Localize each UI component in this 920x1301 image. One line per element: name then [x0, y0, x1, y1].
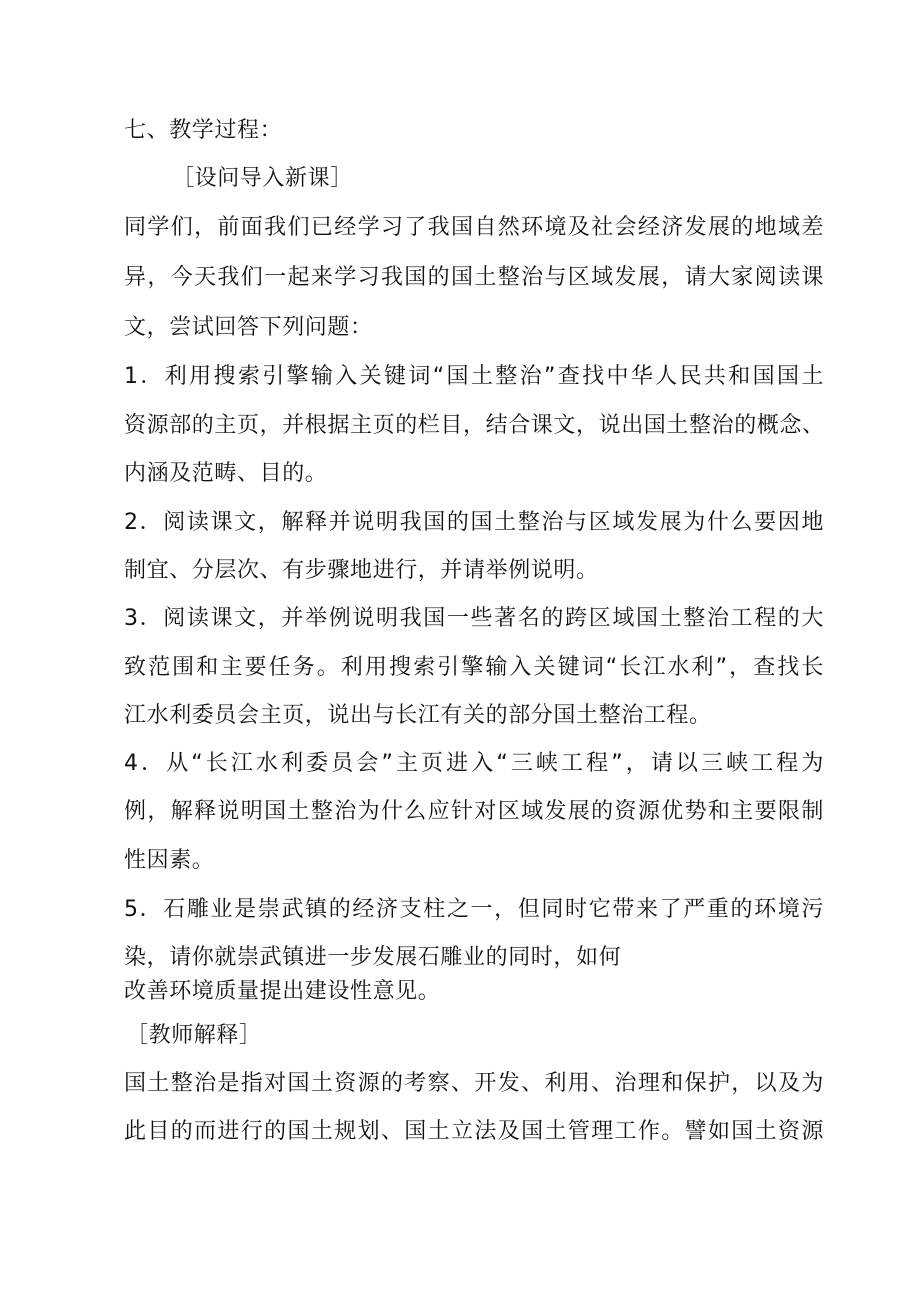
- question-line: 2．阅读课文，解释并说明我国的国土整治与区域发展为什么要因地: [124, 510, 824, 535]
- subheading-intro: ［设问导入新课］: [172, 166, 353, 191]
- question-line: 性因素。: [124, 848, 215, 873]
- question-line: 例，解释说明国土整治为什么应针对区域发展的资源优势和主要限制: [124, 799, 824, 824]
- question-line: 1．利用搜索引擎输入关键词“国土整治”查找中华人民共和国国土: [124, 364, 824, 389]
- intro-line: 文，尝试回答下列问题：: [124, 315, 373, 340]
- teacher-line: 国土整治是指对国土资源的考察、开发、利用、治理和保护，以及为: [124, 1071, 824, 1096]
- question-line: 资源部的主页，并根据主页的栏目，结合课文，说出国土整治的概念、: [124, 413, 825, 438]
- question-line: 致范围和主要任务。利用搜索引擎输入关键词“长江水利”，查找长: [124, 655, 824, 680]
- question-line: 染，请你就崇武镇进一步发展石雕业的同时，如何: [124, 945, 622, 970]
- question-line: 内涵及范畴、目的。: [124, 461, 328, 486]
- section-heading: 七、教学过程：: [124, 118, 283, 143]
- question-line: 制宜、分层次、有步骤地进行，并请举例说明。: [124, 558, 599, 583]
- question-line: 江水利委员会主页，说出与长江有关的部分国土整治工程。: [124, 703, 712, 728]
- question-line: 3．阅读课文，并举例说明我国一些著名的跨区域国土整治工程的大: [124, 606, 824, 631]
- question-line: 4．从“长江水利委员会”主页进入“三峡工程”，请以三峡工程为: [124, 751, 824, 776]
- subheading-teacher: ［教师解释］: [126, 1023, 262, 1048]
- question-line: 改善环境质量提出建设性意见。: [124, 979, 441, 1004]
- teacher-line: 此目的而进行的国土规划、国土立法及国土管理工作。譬如国土资源: [124, 1119, 824, 1144]
- question-line: 5．石雕业是崇武镇的经济支柱之一，但同时它带来了严重的环境污: [124, 897, 824, 922]
- intro-line: 异，今天我们一起来学习我国的国土整治与区域发展，请大家阅读课: [124, 265, 824, 290]
- intro-line: 同学们，前面我们已经学习了我国自然环境及社会经济发展的地域差: [124, 215, 824, 240]
